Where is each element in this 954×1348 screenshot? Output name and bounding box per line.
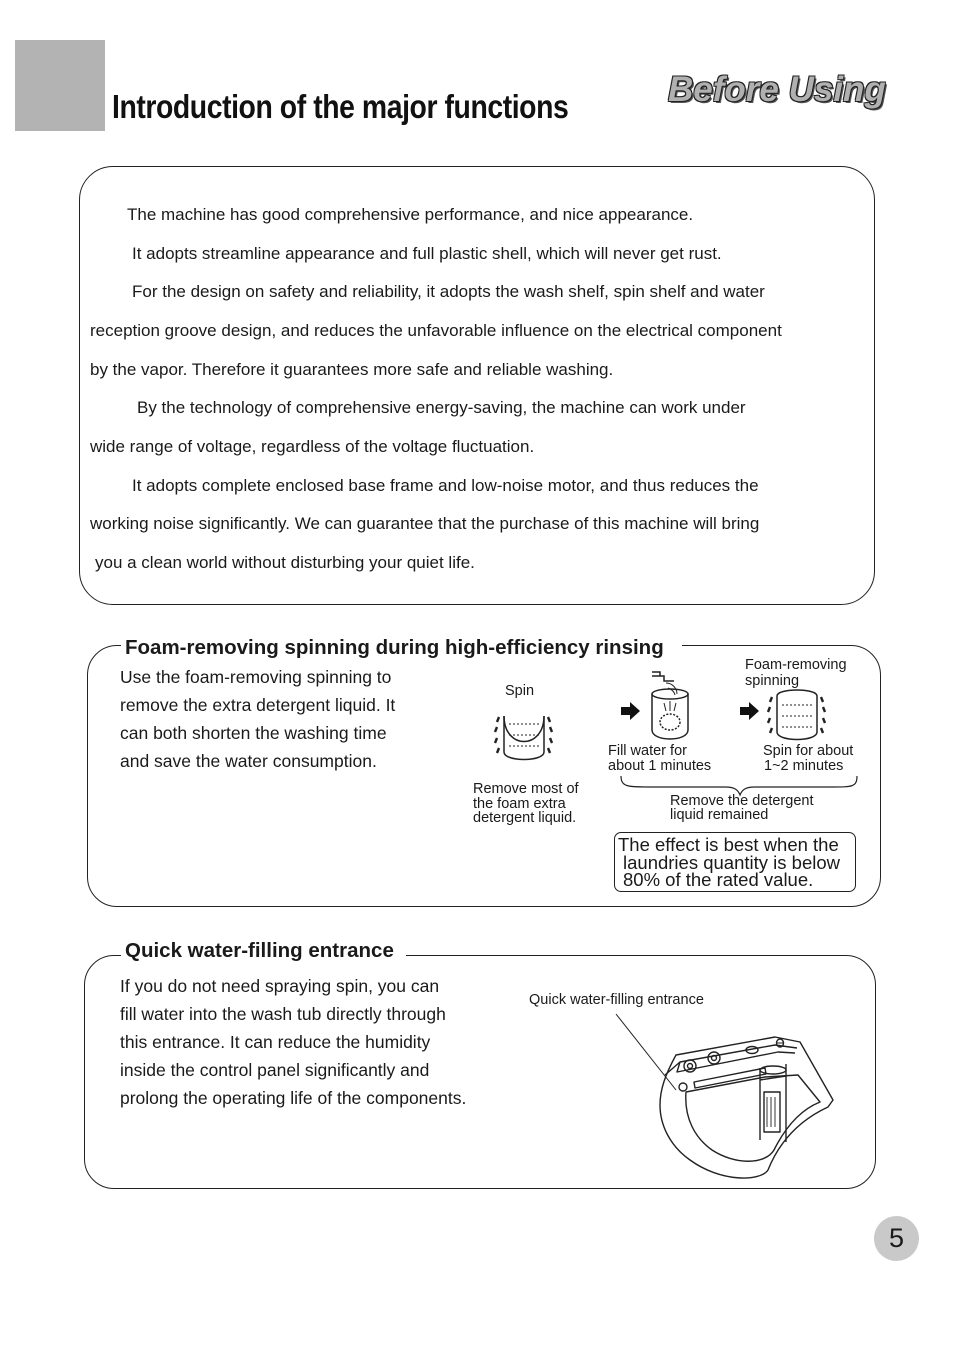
foam-section-heading: Foam-removing spinning during high-efficiency rinsing — [121, 636, 682, 660]
fill-label-1: Fill water for — [608, 743, 687, 759]
foam-body-line: and save the water consumption. — [120, 751, 377, 771]
intro-line: By the technology of comprehensive energy-saving, the machine can work under — [137, 398, 746, 417]
page-title: Introduction of the major functions — [112, 88, 569, 125]
foam-removing-label-1: Foam-removing — [745, 657, 847, 673]
note-line: laundries quantity is below — [623, 851, 840, 873]
fill-label-2: about 1 minutes — [608, 758, 712, 774]
remove-most-label-3: detergent liquid. — [473, 810, 577, 826]
intro-line: reception groove design, and reduces the unfavorable influence on the electrical component — [90, 321, 782, 340]
remove-most-label-2: the foam extra — [473, 796, 566, 812]
quick-body-line: fill water into the wash tub directly through — [120, 1004, 446, 1024]
quick-body-line: inside the control panel significantly and — [120, 1060, 430, 1080]
section-tag: Before Using — [668, 70, 886, 109]
page-number-badge: 5 — [874, 1216, 919, 1261]
intro-line: wide range of voltage, regardless of the voltage fluctuation. — [90, 437, 535, 456]
remove-detergent-label-1: Remove the detergent — [670, 793, 814, 809]
spin-about-label-2: 1~2 minutes — [764, 758, 844, 774]
intro-line: It adopts streamline appearance and full plastic shell, which will never get rust. — [132, 244, 722, 263]
intro-line: by the vapor. Therefore it guarantees more safe and reliable washing. — [90, 360, 614, 379]
note-line: The effect is best when the — [618, 834, 839, 855]
foam-removing-label-2: spinning — [745, 673, 800, 689]
quick-figure-label: Quick water-filling entrance — [529, 992, 704, 1008]
foam-body-line: can both shorten the washing time — [120, 723, 387, 743]
intro-line: It adopts complete enclosed base frame and low-noise motor, and thus reduces the — [132, 476, 759, 495]
remove-most-label-1: Remove most of — [473, 781, 579, 797]
intro-line: working noise significantly. We can guarantee that the purchase of this machine will bring — [90, 514, 760, 533]
note-line: 80% of the rated value. — [623, 869, 814, 890]
intro-line: you a clean world without disturbing your quiet life. — [95, 553, 475, 572]
foam-body-line: remove the extra detergent liquid. It — [120, 695, 396, 715]
quick-body-line: prolong the operating life of the components. — [120, 1088, 467, 1108]
intro-line: For the design on safety and reliability, it adopts the wash shelf, spin shelf and water — [132, 282, 765, 301]
spin-about-label-1: Spin for about — [763, 743, 854, 759]
remove-detergent-label-2: liquid remained — [670, 807, 769, 823]
foam-body-line: Use the foam-removing spinning to — [120, 667, 392, 687]
quick-body-line: this entrance. It can reduce the humidity — [120, 1032, 431, 1052]
quick-section-heading: Quick water-filling entrance — [121, 939, 406, 963]
quick-body-line: If you do not need spraying spin, you can — [120, 976, 440, 996]
spin-label: Spin — [505, 683, 535, 699]
intro-line: The machine has good comprehensive performance, and nice appearance. — [127, 205, 694, 224]
